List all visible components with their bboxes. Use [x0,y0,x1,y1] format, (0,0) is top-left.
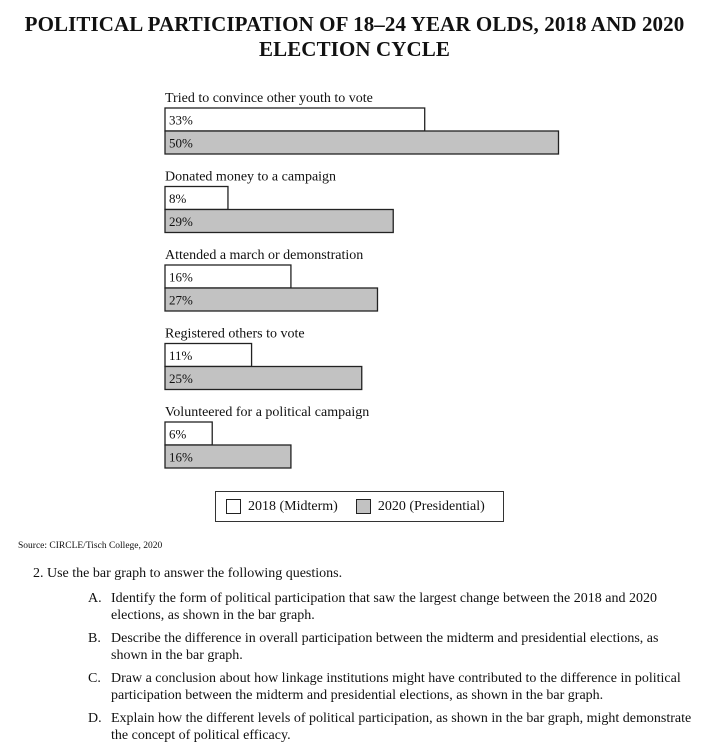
bar-label-2018: 16% [169,269,193,285]
question-item-text: Explain how the different levels of political participation, as shown in the bar graph, might demonstrate the concept of political efficacy. [111,711,692,743]
page-title-line-1: POLITICAL PARTICIPATION OF 18–24 YEAR OLDS, 2018 AND 2020 [24,12,685,36]
bar-2020 [165,131,559,154]
question-item-d [88,710,693,744]
category-label: Donated money to a campaign [165,169,337,185]
category-label: Volunteered for a political campaign [165,405,370,420]
legend-item-2018 [226,499,338,515]
source-citation: Source: CIRCLE/Tisch College, 2020 [18,541,163,551]
question-item-letter: A. [88,591,102,606]
question-item-letter: B. [88,631,101,646]
legend-label-2018: 2018 (Midterm) [248,498,338,514]
bar-label-2018: 6% [169,426,187,442]
legend-label-2020: 2020 (Presidential) [377,498,485,514]
bar-label-2020: 25% [169,371,193,386]
bar-2020 [165,367,362,390]
question-item-c [88,670,693,704]
bar-label-2018: 8% [169,191,187,206]
question-item-b [88,630,693,664]
question-item-letter: D. [88,711,102,726]
question-item-letter: C. [88,671,101,686]
chart-legend [215,491,504,522]
question-stem: 2. Use the bar graph to answer the following questions. [33,566,343,581]
bar-label-2020: 16% [169,449,193,465]
legend-swatch-2018 [226,499,241,514]
question-item-text: Describe the difference in overall participation between the midterm and presidential elections, as shown in the bar graph. [111,631,659,663]
bar-label-2020: 29% [169,214,193,229]
category-label: Tried to convince other youth to vote [165,91,373,106]
question-item-a [88,590,693,624]
question-item-text: Draw a conclusion about how linkage institutions might have contributed to the difference in political participation between the midterm and presidential elections, as shown in the bar graph. [111,671,681,703]
page-title-line-2: ELECTION CYCLE [258,37,451,61]
category-label: Attended a march or demonstration [165,248,364,263]
bar-2020 [165,288,377,311]
bar-label-2020: 27% [169,292,193,308]
bar-label-2018: 11% [169,348,193,363]
legend-item-2020 [356,499,485,515]
bar-label-2018: 33% [169,112,193,128]
bar-2018 [165,108,425,131]
question-item-text: Identify the form of political participation that saw the largest change between the 2018 and 2020 elections, as shown in the bar graph. [111,591,657,623]
page-title [0,12,709,62]
legend-swatch-2020 [356,499,371,514]
bar-2020 [165,210,393,233]
category-label: Registered others to vote [165,326,305,342]
bar-chart [0,80,709,480]
bar-label-2020: 50% [169,135,193,151]
